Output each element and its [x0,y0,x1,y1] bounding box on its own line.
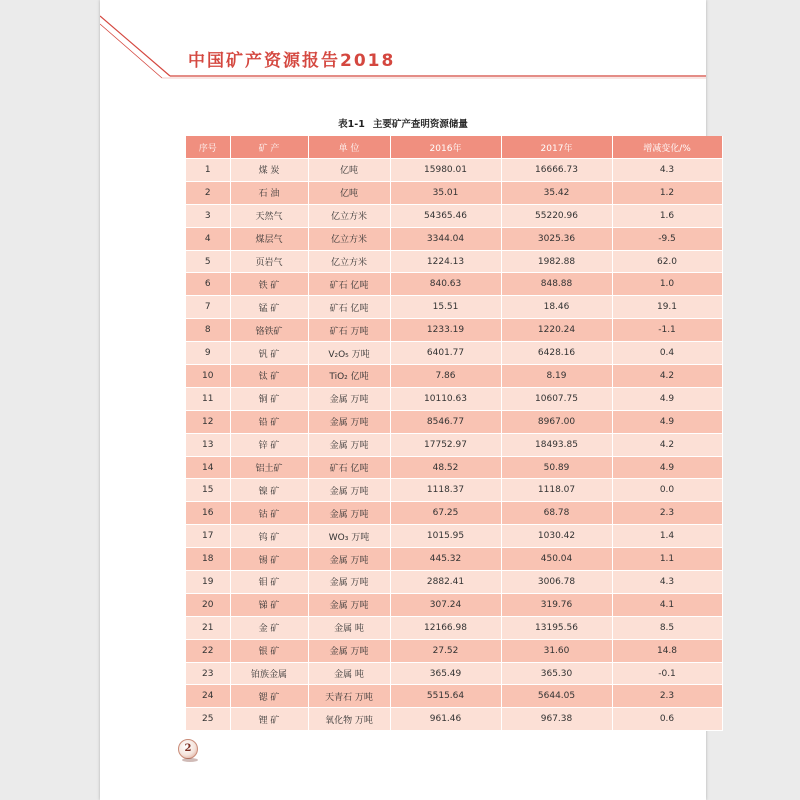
table-row [186,387,722,410]
table-row [186,181,722,204]
table-row [186,319,722,342]
table-caption [100,116,706,130]
cell-2017: 1220.24 [501,319,612,342]
cell-2016: 67.25 [390,502,501,525]
table-row [186,365,722,388]
cell-mineral: 锑 矿 [230,593,308,616]
cell-2017: 967.38 [501,708,612,731]
cell-2016: 2882.41 [390,571,501,594]
cell-2016: 7.86 [390,365,501,388]
col-header-index: 序号 [186,136,230,159]
cell-mineral: 煤层气 [230,227,308,250]
cell-mineral: 石 油 [230,181,308,204]
cell-mineral: 铅 矿 [230,410,308,433]
cell-index: 15 [186,479,230,502]
cell-change: 2.3 [612,502,722,525]
cell-2016: 1118.37 [390,479,501,502]
cell-index: 22 [186,639,230,662]
table-title: 主要矿产查明资源储量 [372,119,468,130]
cell-mineral: 页岩气 [230,250,308,273]
table-row [186,296,722,319]
cell-2016: 15980.01 [390,159,501,182]
cell-change: 4.2 [612,365,722,388]
cell-2016: 8546.77 [390,410,501,433]
report-title: 中国矿产资源报告2018 [188,51,396,71]
cell-2016: 12166.98 [390,616,501,639]
cell-2017: 319.76 [501,593,612,616]
cell-change: 1.0 [612,273,722,296]
table-row [186,593,722,616]
cell-2017: 1118.07 [501,479,612,502]
cell-unit: 金属 万吨 [308,593,390,616]
cell-mineral: 铬铁矿 [230,319,308,342]
document-page [100,0,706,800]
cell-mineral: 钛 矿 [230,365,308,388]
table-row [186,571,722,594]
cell-unit: 金属 万吨 [308,410,390,433]
cell-index: 9 [186,342,230,365]
cell-unit: 亿立方米 [308,250,390,273]
cell-change: 4.9 [612,387,722,410]
cell-unit: 金属 万吨 [308,479,390,502]
cell-unit: 矿石 万吨 [308,319,390,342]
table-row [186,204,722,227]
page-number: 2 [178,739,198,759]
cell-unit: WO₃ 万吨 [308,525,390,548]
table-row [186,502,722,525]
cell-unit: 亿立方米 [308,204,390,227]
cell-mineral: 金 矿 [230,616,308,639]
cell-2016: 1224.13 [390,250,501,273]
cell-index: 8 [186,319,230,342]
cell-mineral: 铁 矿 [230,273,308,296]
col-header-mineral: 矿 产 [230,136,308,159]
cell-unit: 亿吨 [308,181,390,204]
table-row [186,342,722,365]
cell-unit: TiO₂ 亿吨 [308,365,390,388]
cell-unit: 矿石 亿吨 [308,296,390,319]
col-header-change: 增减变化/% [612,136,722,159]
cell-2017: 365.30 [501,662,612,685]
cell-unit: 亿吨 [308,159,390,182]
cell-2016: 27.52 [390,639,501,662]
table-row [186,273,722,296]
cell-change: -9.5 [612,227,722,250]
cell-unit: 矿石 亿吨 [308,456,390,479]
cell-2017: 55220.96 [501,204,612,227]
cell-unit: 金属 吨 [308,662,390,685]
cell-change: 0.6 [612,708,722,731]
cell-change: 2.3 [612,685,722,708]
table-header-row [186,136,722,159]
cell-mineral: 钴 矿 [230,502,308,525]
cell-index: 11 [186,387,230,410]
cell-2017: 13195.56 [501,616,612,639]
cell-2017: 8967.00 [501,410,612,433]
cell-2016: 961.46 [390,708,501,731]
cell-2016: 54365.46 [390,204,501,227]
cell-unit: 金属 万吨 [308,387,390,410]
table-row [186,708,722,731]
cell-mineral: 锂 矿 [230,708,308,731]
reserves-table [186,136,723,731]
cell-change: 4.9 [612,456,722,479]
cell-index: 21 [186,616,230,639]
cell-index: 10 [186,365,230,388]
cell-unit: 金属 万吨 [308,548,390,571]
cell-unit: 天青石 万吨 [308,685,390,708]
cell-2016: 35.01 [390,181,501,204]
cell-mineral: 钒 矿 [230,342,308,365]
cell-change: -1.1 [612,319,722,342]
cell-unit: 氧化物 万吨 [308,708,390,731]
cell-2017: 6428.16 [501,342,612,365]
cell-mineral: 铝土矿 [230,456,308,479]
col-header-unit: 单 位 [308,136,390,159]
table-row [186,616,722,639]
cell-index: 6 [186,273,230,296]
cell-mineral: 银 矿 [230,639,308,662]
cell-change: 1.1 [612,548,722,571]
cell-2016: 3344.04 [390,227,501,250]
cell-2017: 18.46 [501,296,612,319]
cell-2016: 1015.95 [390,525,501,548]
cell-unit: 亿立方米 [308,227,390,250]
cell-2017: 848.88 [501,273,612,296]
cell-change: 8.5 [612,616,722,639]
cell-index: 19 [186,571,230,594]
cell-change: 4.1 [612,593,722,616]
cell-2017: 3006.78 [501,571,612,594]
cell-index: 4 [186,227,230,250]
cell-2016: 17752.97 [390,433,501,456]
cell-change: 0.4 [612,342,722,365]
cell-unit: 金属 吨 [308,616,390,639]
cell-mineral: 锌 矿 [230,433,308,456]
cell-2017: 18493.85 [501,433,612,456]
page-number-shadow [182,758,198,762]
cell-unit: 金属 万吨 [308,502,390,525]
cell-index: 24 [186,685,230,708]
cell-index: 14 [186,456,230,479]
table-row [186,456,722,479]
table-row [186,250,722,273]
cell-mineral: 锡 矿 [230,548,308,571]
cell-index: 12 [186,410,230,433]
table-row [186,685,722,708]
cell-2017: 1030.42 [501,525,612,548]
table-row [186,410,722,433]
cell-2016: 365.49 [390,662,501,685]
cell-change: 4.2 [612,433,722,456]
cell-2017: 10607.75 [501,387,612,410]
cell-unit: 金属 万吨 [308,571,390,594]
cell-2016: 5515.64 [390,685,501,708]
col-header-2016: 2016年 [390,136,501,159]
cell-2017: 50.89 [501,456,612,479]
cell-mineral: 铜 矿 [230,387,308,410]
table-row [186,433,722,456]
cell-2016: 10110.63 [390,387,501,410]
cell-2016: 6401.77 [390,342,501,365]
header-decoration [100,0,706,90]
cell-change: 62.0 [612,250,722,273]
cell-index: 1 [186,159,230,182]
cell-unit: 矿石 亿吨 [308,273,390,296]
cell-change: 0.0 [612,479,722,502]
cell-change: 1.2 [612,181,722,204]
cell-change: 1.4 [612,525,722,548]
cell-change: -0.1 [612,662,722,685]
cell-2016: 307.24 [390,593,501,616]
cell-index: 20 [186,593,230,616]
cell-index: 5 [186,250,230,273]
cell-unit: 金属 万吨 [308,639,390,662]
cell-2017: 1982.88 [501,250,612,273]
cell-index: 25 [186,708,230,731]
cell-2016: 15.51 [390,296,501,319]
cell-2017: 8.19 [501,365,612,388]
cell-change: 4.9 [612,410,722,433]
cell-change: 1.6 [612,204,722,227]
cell-2017: 3025.36 [501,227,612,250]
cell-index: 7 [186,296,230,319]
cell-2016: 445.32 [390,548,501,571]
table-row [186,525,722,548]
cell-index: 18 [186,548,230,571]
cell-2017: 16666.73 [501,159,612,182]
cell-change: 4.3 [612,159,722,182]
cell-2017: 5644.05 [501,685,612,708]
col-header-2017: 2017年 [501,136,612,159]
cell-unit: V₂O₅ 万吨 [308,342,390,365]
cell-mineral: 钼 矿 [230,571,308,594]
cell-mineral: 镍 矿 [230,479,308,502]
cell-unit: 金属 万吨 [308,433,390,456]
cell-2017: 450.04 [501,548,612,571]
table-row [186,662,722,685]
cell-2016: 48.52 [390,456,501,479]
cell-index: 3 [186,204,230,227]
cell-index: 17 [186,525,230,548]
cell-2017: 68.78 [501,502,612,525]
cell-index: 23 [186,662,230,685]
cell-change: 4.3 [612,571,722,594]
cell-2017: 31.60 [501,639,612,662]
table-number: 表1-1 [338,119,365,130]
cell-2016: 840.63 [390,273,501,296]
cell-index: 13 [186,433,230,456]
cell-change: 14.8 [612,639,722,662]
table-row [186,548,722,571]
cell-2017: 35.42 [501,181,612,204]
table-row [186,159,722,182]
cell-2016: 1233.19 [390,319,501,342]
cell-mineral: 锰 矿 [230,296,308,319]
table-row [186,639,722,662]
cell-change: 19.1 [612,296,722,319]
cell-index: 16 [186,502,230,525]
table-row [186,479,722,502]
cell-mineral: 铂族金属 [230,662,308,685]
cell-mineral: 煤 炭 [230,159,308,182]
table-body [186,159,722,731]
cell-mineral: 锶 矿 [230,685,308,708]
cell-index: 2 [186,181,230,204]
cell-mineral: 天然气 [230,204,308,227]
cell-mineral: 钨 矿 [230,525,308,548]
table-row [186,227,722,250]
